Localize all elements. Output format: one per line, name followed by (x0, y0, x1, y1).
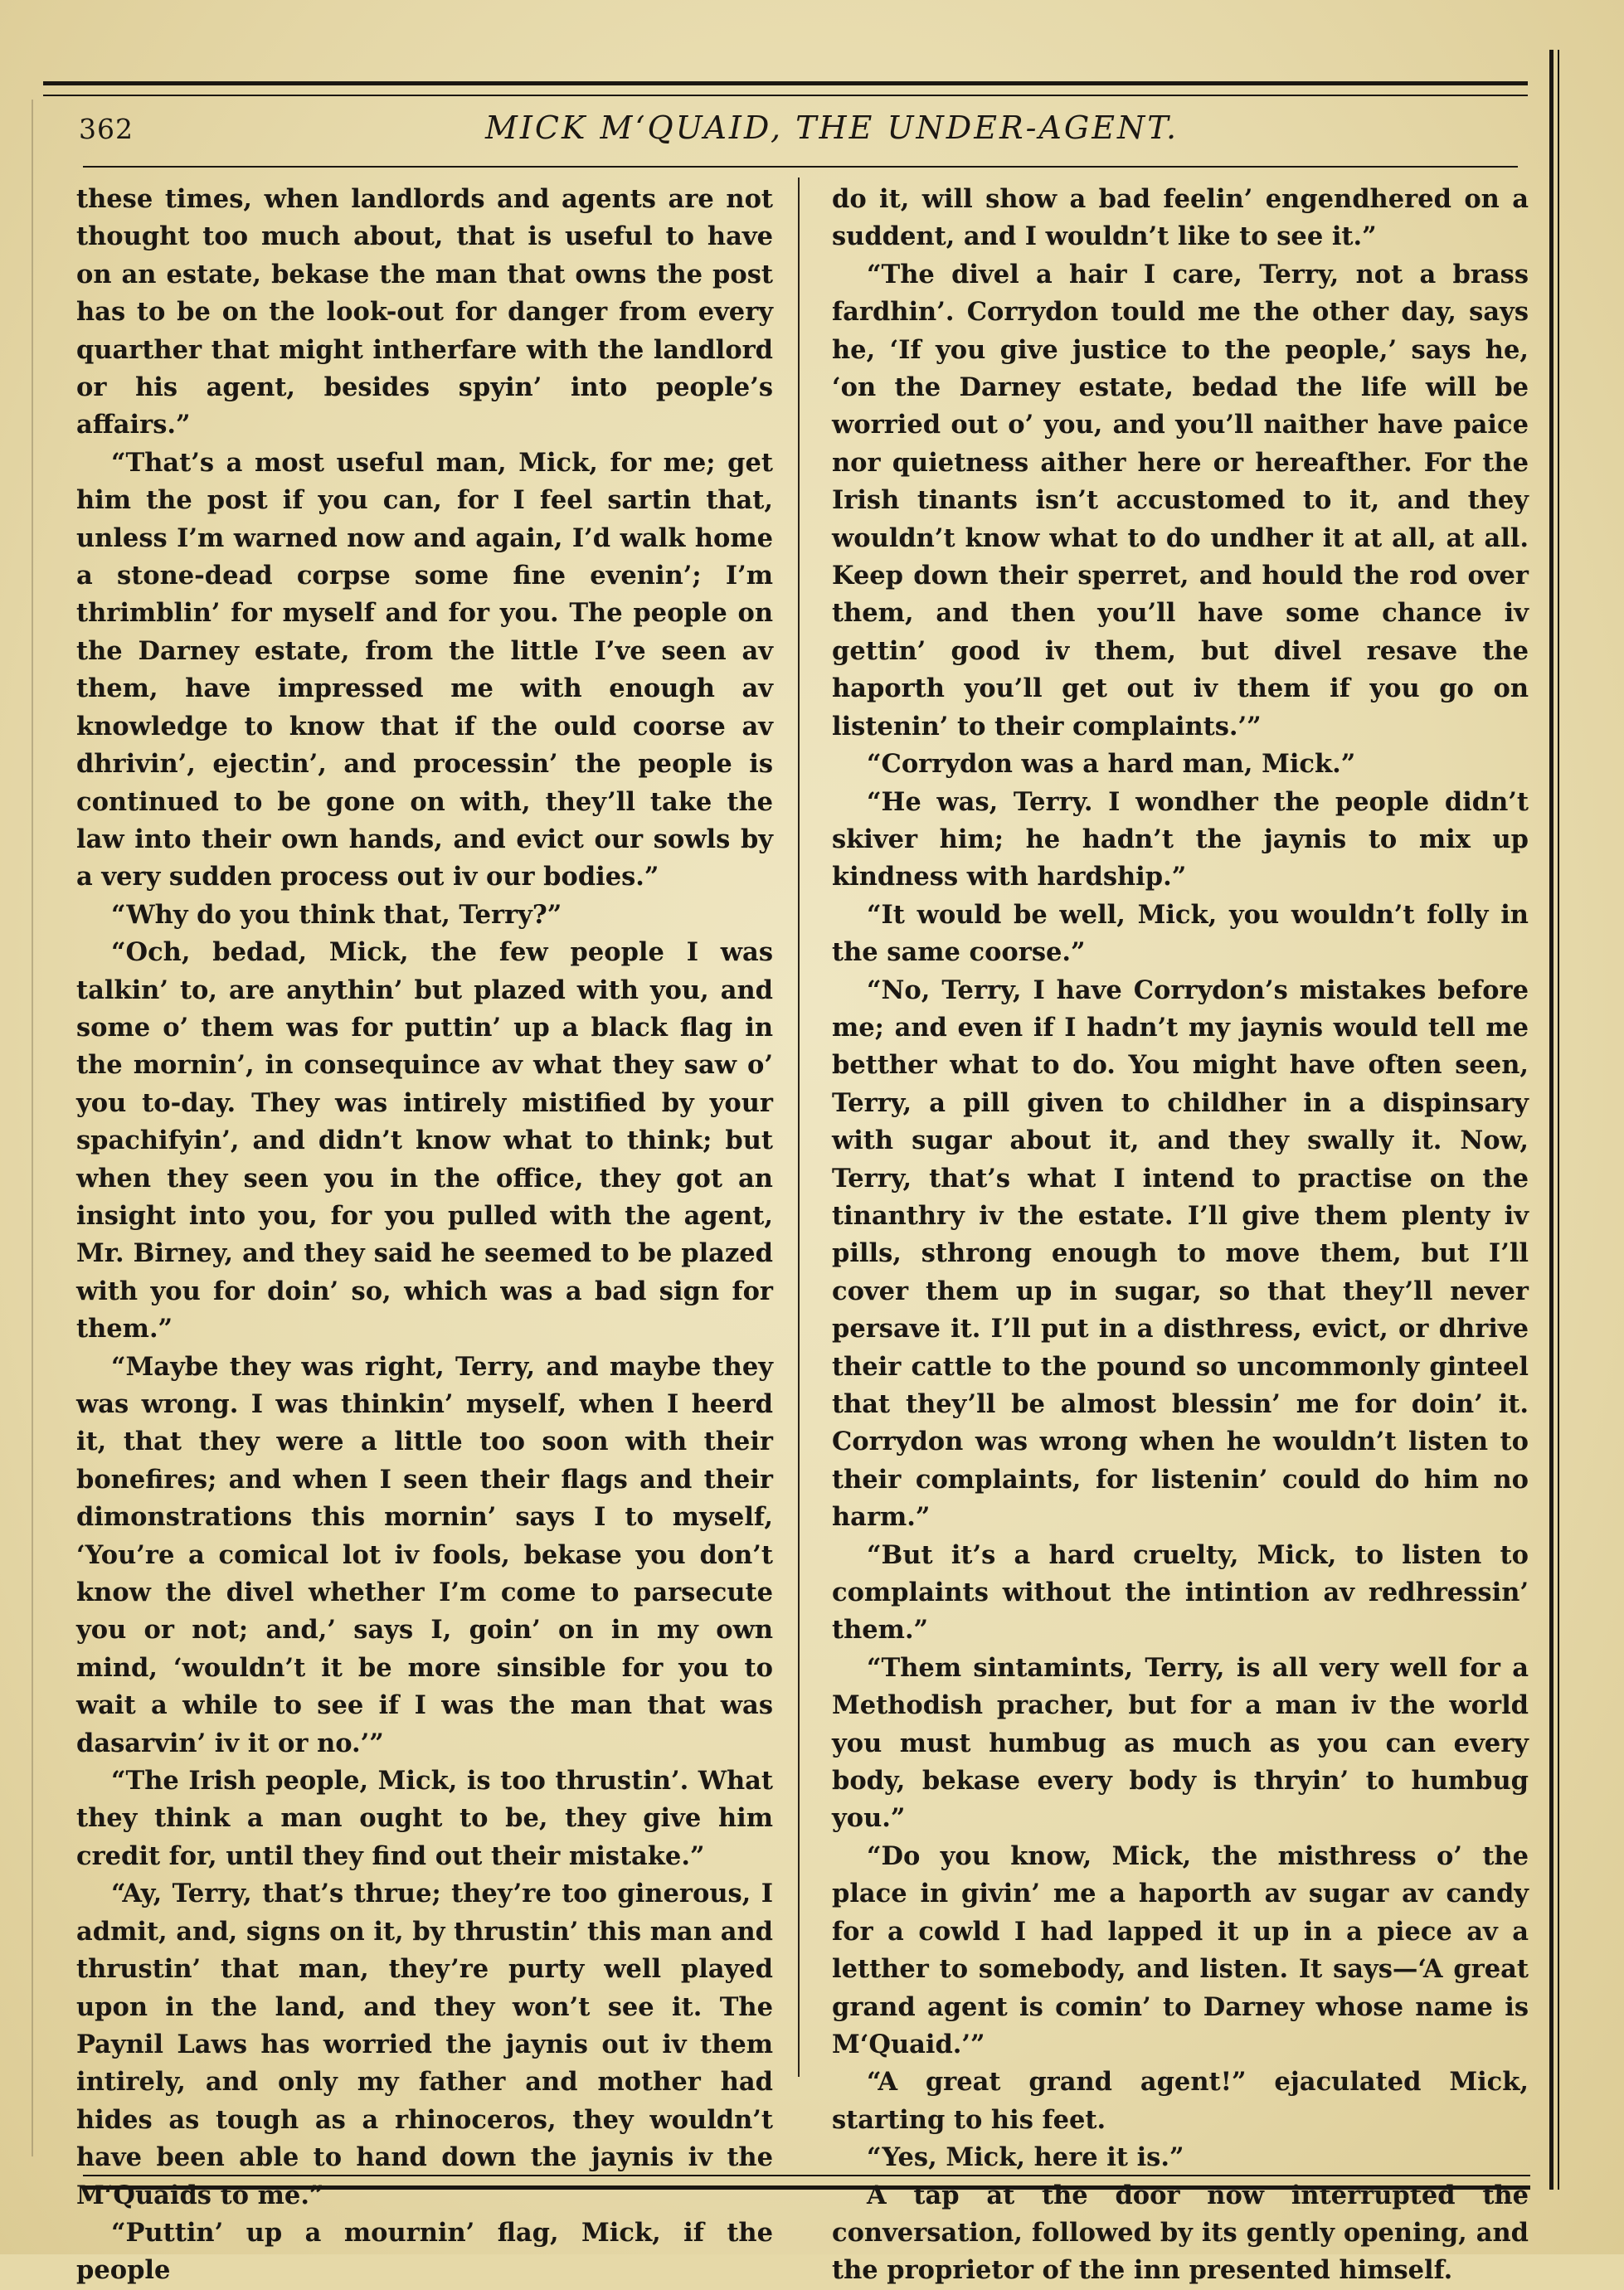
paragraph: “Corrydon was a hard man, Mick.” (867, 749, 1356, 780)
paragraph: “That’s a most useful man, Mick, for me; get him the post if you can, for I feel sartin that, unless I’m warned now and again, I’d walk home a stone-dead corpse some fine evenin’; I’m thrimblin’ for myself and for you. The people on the Darney estate, from the little I’ve seen av them, have impressed me with enough av knowledge to know that if the ould coorse av dhrivin’, ejectin’, and processin’ the people is continued to be gone on with, they’ll take the law into their own hands, and evict our sowls by a very sudden process out iv our bodies.” (76, 447, 773, 892)
paragraph: these times, when landlords and agents are not thought too much about, that is useful to have on an estate, bekase the man that owns the post has to be on the look-out for danger from every quarther that might intherfare with the landlord or his agent, besides spyin’ into people’s affairs.” (76, 184, 773, 440)
paragraph: A tap at the door now interrupted the conversation, followed by its gently opening, and the proprietor of the inn presented himself. (832, 2180, 1529, 2286)
top-border-rule (43, 81, 1528, 96)
paragraph: “Yes, Mick, here it is.” (867, 2142, 1184, 2173)
paragraph: “Them sintamints, Terry, is all very well for a Methodish pracher, but for a man iv the world you must humbug as much as you can every body, bekase every body is thryin’ to humbug you.” (832, 1652, 1529, 1834)
right-border-rule (1549, 50, 1559, 2190)
page-number: 362 (79, 113, 134, 145)
paragraph: “Och, bedad, Mick, the few people I was talkin’ to, are anythin’ but plazed with you, and some o’ them was for puttin’ up a black flag in the mornin’, in consequince av what they saw o’ you to-day. They was intirely mistified by your spachifyin’, and didn’t know what to think; but when they seen you in the office, they got an insight into you, for you pulled with the agent, Mr. Birney, and they said he seemed to be plazed with you for doin’ so, which was a bad sign for them.” (76, 937, 773, 1344)
left-edge-shadow (32, 100, 33, 2156)
page-header (79, 105, 1510, 159)
running-title: MICK M‘QUAID, THE UNDER-AGENT. (485, 109, 1179, 146)
paragraph: “Maybe they was right, Terry, and maybe they was wrong. I was thinkin’ myself, when I heerd it, that they were a little too soon with their bonefires; and when I seen their flags and their dimonstrations this mornin’ says I to myself, ‘You’re a comical lot iv fools, bekase you don’t know the divel whether I’m come to parsecute you or not; and,’ says I, goin’ on in my own mind, ‘wouldn’t it be more sinsible for you to wait a while to see if I was the man that was dasarvin’ iv it or no.’” (76, 1351, 773, 1758)
column-divider (798, 177, 800, 2077)
header-rule (83, 166, 1518, 168)
paragraph: “It would be well, Mick, you wouldn’t folly in the same coorse.” (832, 899, 1529, 968)
paragraph: “But it’s a hard cruelty, Mick, to listen to complaints without the intintion av redhressin’ them.” (832, 1539, 1529, 1646)
paragraph: “He was, Terry. I wondher the people didn’t skiver him; he hadn’t the jaynis to mix up kindness with hardship.” (832, 786, 1529, 892)
bottom-border-rule (83, 2175, 1530, 2190)
paragraph: “A great grand agent!” ejaculated Mick, starting to his feet. (832, 2067, 1529, 2135)
paragraph: “Do you know, Mick, the misthress o’ the place in givin’ me a haporth av sugar av candy for a cowld I had lapped it up in a piece av a letther to somebody, and listen. It says—‘A great grand agent is comin’ to Darney whose name is M‘Quaid.’” (832, 1840, 1529, 2059)
paragraph: “The divel a hair I care, Terry, not a brass fardhin’. Corrydon tould me the other day, says he, ‘If you give justice to the people,’ says he, ‘on the Darney estate, bedad the life will be worried out o’ you, and you’ll naither have paice nor quietness aither here or hereafther. For the Irish tinants isn’t accustomed to it, and they wouldn’t know what to do undher it at all, at all. Keep down their sperret, and hould the rod over them, and then you’ll have some chance iv gettin’ good iv them, but divel resave the haporth you’ll get out iv them if you go on listenin’ to their complaints.’” (832, 259, 1529, 741)
paragraph: “The Irish people, Mick, is too thrustin’. What they think a man ought to be, they give him credit for, until they find out their mistake.” (76, 1766, 773, 1871)
paragraph: “No, Terry, I have Corrydon’s mistakes before me; and even if I hadn’t my jaynis would tell me betther what to do. You might have often seen, Terry, a pill given to childher in a dispinsary with sugar about it, and they swally it. Now, Terry, that’s what I intend to practise on the tinanthry iv the estate. I’ll give them plenty iv pills, sthrong enough to move them, but I’ll cover them up in sugar, so that they’ll never persave it. I’ll put in a disthress, evict, or dhrive their cattle to the pound so uncommonly ginteel that they’ll be almost blessin’ me for doin’ it. Corrydon was wrong when he wouldn’t listen to their complaints, for listenin’ could do him no harm.” (832, 975, 1529, 1533)
paragraph: “Why do you think that, Terry?” (111, 899, 562, 930)
paragraph: “Ay, Terry, that’s thrue; they’re too ginerous, I admit, and, signs on it, by thrustin’ this man and thrustin’ that man, they’re purty well played upon in the land, and they won’t see it. The Paynil Laws has worried the jaynis out iv them intirely, and only my father and mother had hides as tough as a rhinoceros, they wouldn’t have been able to hand down the jaynis iv the M‘Quaids to me.” (76, 1879, 773, 2210)
left-column (76, 181, 773, 2290)
paragraph: do it, will show a bad feelin’ engendhered on a suddent, and I wouldn’t like to see it.” (832, 184, 1529, 252)
paragraph: “Puttin’ up a mournin’ flag, Mick, if the people (76, 2217, 773, 2286)
right-column (832, 181, 1529, 2290)
